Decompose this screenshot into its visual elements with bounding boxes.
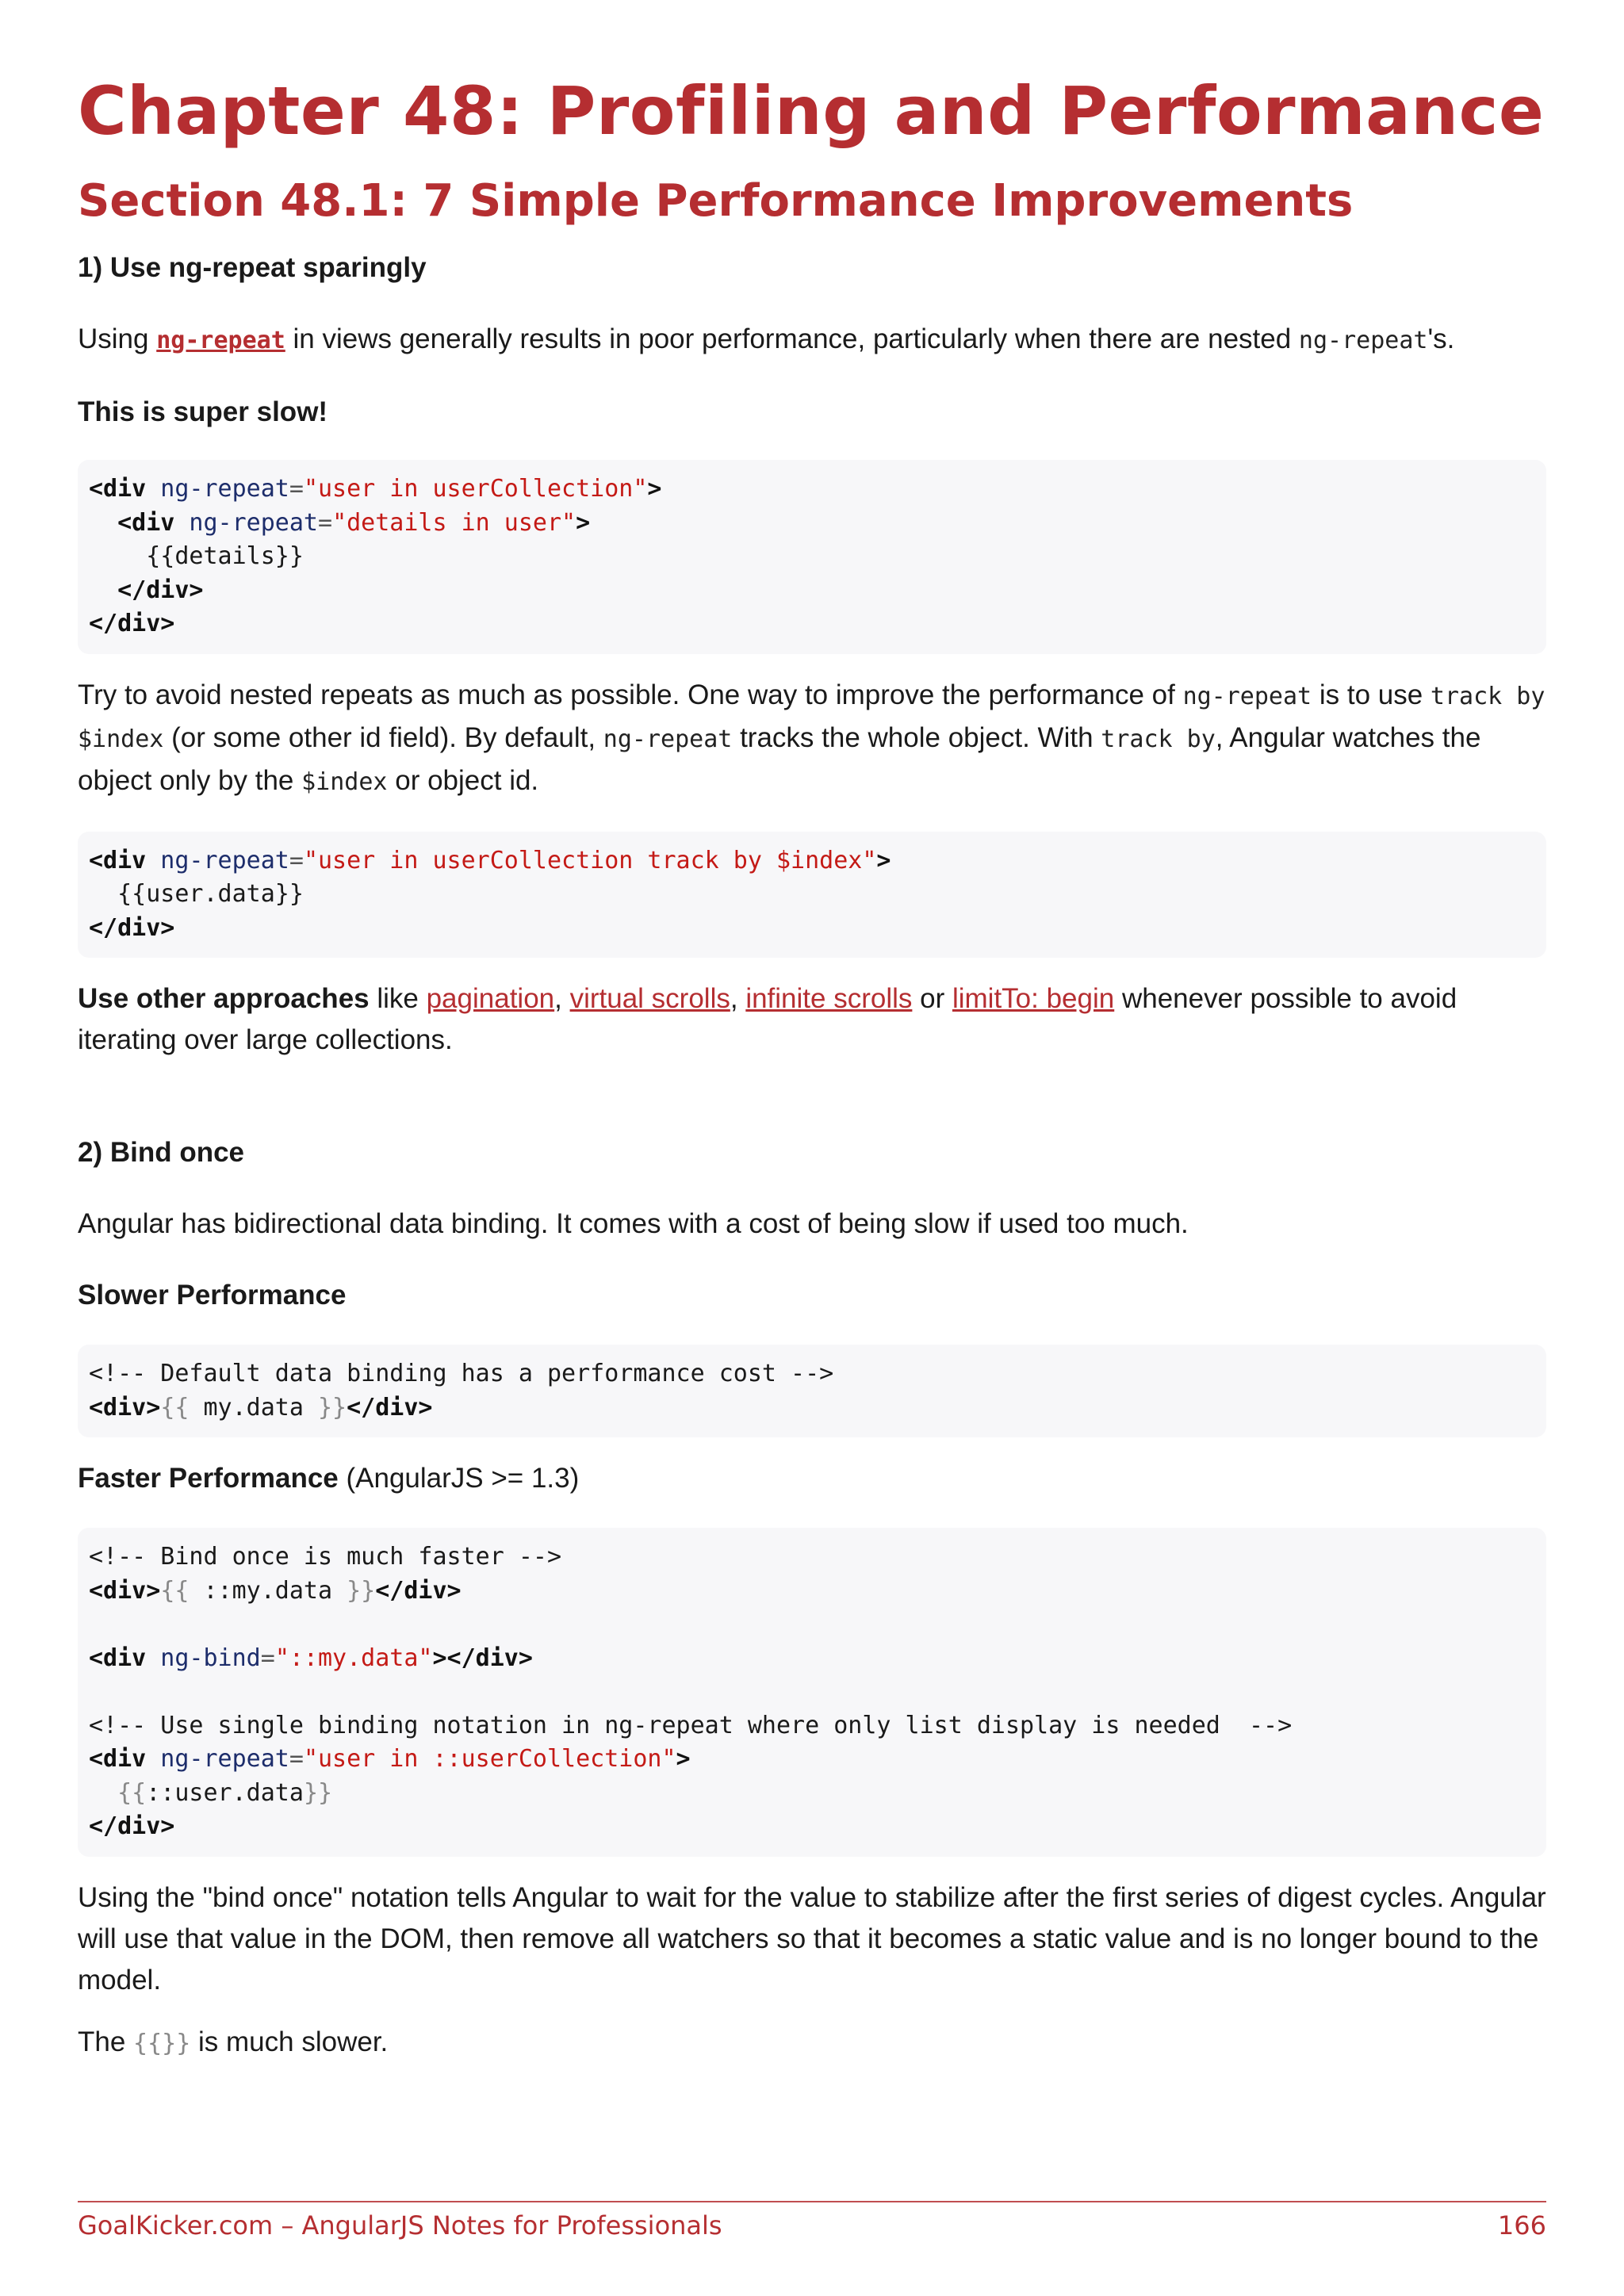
page-footer	[78, 2201, 1546, 2241]
inline-code: track by	[1101, 725, 1216, 753]
slower-heading: Slower Performance	[78, 1280, 347, 1311]
paragraph-other-approaches: Use other approaches like pagination, virtual scrolls, infinite scrolls or limitTo: begin whenever possible to avoid iterating over large collections.	[78, 983, 1457, 1055]
page-number: 166	[1497, 2210, 1546, 2241]
paragraph-ng-repeat-intro	[78, 319, 1546, 362]
inline-code: track by $index	[78, 682, 1545, 753]
section-title: Section 48.1: 7 Simple Performance Improvements	[78, 175, 1354, 227]
code-block-track-by	[78, 832, 1546, 959]
footer-source[interactable]: GoalKicker.com – AngularJS Notes for Professionals	[78, 2210, 722, 2241]
text: Using	[78, 323, 157, 354]
code-line: </div>	[89, 576, 204, 604]
virtual-scrolls-link[interactable]: virtual scrolls	[569, 983, 730, 1014]
subsection-heading-2: 2) Bind once	[78, 1137, 245, 1168]
inline-code: ng-repeat	[1182, 682, 1312, 710]
faster-heading: Faster Performance	[78, 1463, 339, 1494]
code-line: <div>{{ ::my.data }}</div>	[89, 1576, 462, 1605]
subsection-heading-1: 1) Use ng-repeat sparingly	[78, 252, 427, 283]
code-line: <div ng-repeat="user in userCollection">	[89, 475, 662, 503]
paragraph-data-binding: Angular has bidirectional data binding. It comes with a cost of being slow if used too much.	[78, 1208, 1189, 1239]
text: 's.	[1427, 323, 1455, 354]
code-line: {{details}}	[89, 542, 304, 570]
paragraph-braces-slower: The {{}} is much slower.	[78, 2026, 389, 2057]
code-line: {{user.data}}	[89, 880, 304, 908]
slow-heading: This is super slow!	[78, 396, 328, 427]
inline-code: ng-repeat	[603, 725, 733, 753]
code-block-slow	[78, 1345, 1546, 1437]
code-line: </div>	[89, 913, 175, 942]
code-line: </div>	[89, 1812, 175, 1840]
code-line: {{::user.data}}	[117, 1778, 333, 1807]
faster-heading-line	[78, 1458, 1546, 1499]
ng-repeat-link[interactable]: ng-repeat	[156, 327, 285, 354]
paragraph-bind-once: Using the "bind once" notation tells Angular to wait for the value to stabilize after the first series of digest cycles. Angular will use that value in the DOM, then remove all watchers so that it becomes a static value and is no longer bound to the model.	[78, 1881, 1546, 1996]
paragraph-track-by: Try to avoid nested repeats as much as possible. One way to improve the performance of ng-repeat is to use track by $index (or some other id field). By default, ng-repeat tracks the whole object. With track by, Angular watches the object only by the $index or object id.	[78, 679, 1545, 796]
code-block-fast	[78, 1528, 1546, 1857]
code-line: <div ng-repeat="details in user">	[117, 508, 591, 537]
footer-rule	[78, 2201, 1546, 2202]
code-line: <div ng-repeat="user in userCollection track by $index">	[89, 846, 891, 874]
text: in views generally results in poor performance, particularly when there are nested	[285, 323, 1299, 354]
code-line: </div>	[89, 610, 175, 637]
inline-code: ng-repeat	[1298, 327, 1428, 354]
code-block-nested-repeat	[78, 460, 1546, 654]
code-line: <div>{{ my.data }}</div>	[89, 1393, 433, 1422]
infinite-scrolls-link[interactable]: infinite scrolls	[745, 983, 913, 1014]
pagination-link[interactable]: pagination	[426, 983, 555, 1014]
inline-code: $index	[301, 767, 388, 796]
limitto-begin-link[interactable]: limitTo: begin	[952, 983, 1115, 1014]
version-note: (AngularJS >= 1.3)	[338, 1463, 580, 1494]
code-line: <div ng-repeat="user in ::userCollection">	[89, 1745, 691, 1773]
code-comment: <!-- Bind once is much faster -->	[89, 1543, 562, 1571]
code-comment: <!-- Use single binding notation in ng-repeat where only list display is needed -->	[89, 1711, 1293, 1739]
code-line: <div ng-bind="::my.data"></div>	[89, 1644, 533, 1672]
page-content	[78, 48, 1546, 2064]
code-comment: <!-- Default data binding has a performance cost -->	[89, 1360, 834, 1387]
chapter-title: Chapter 48: Profiling and Performance	[78, 72, 1545, 150]
inline-code: {{}}	[133, 2029, 191, 2057]
